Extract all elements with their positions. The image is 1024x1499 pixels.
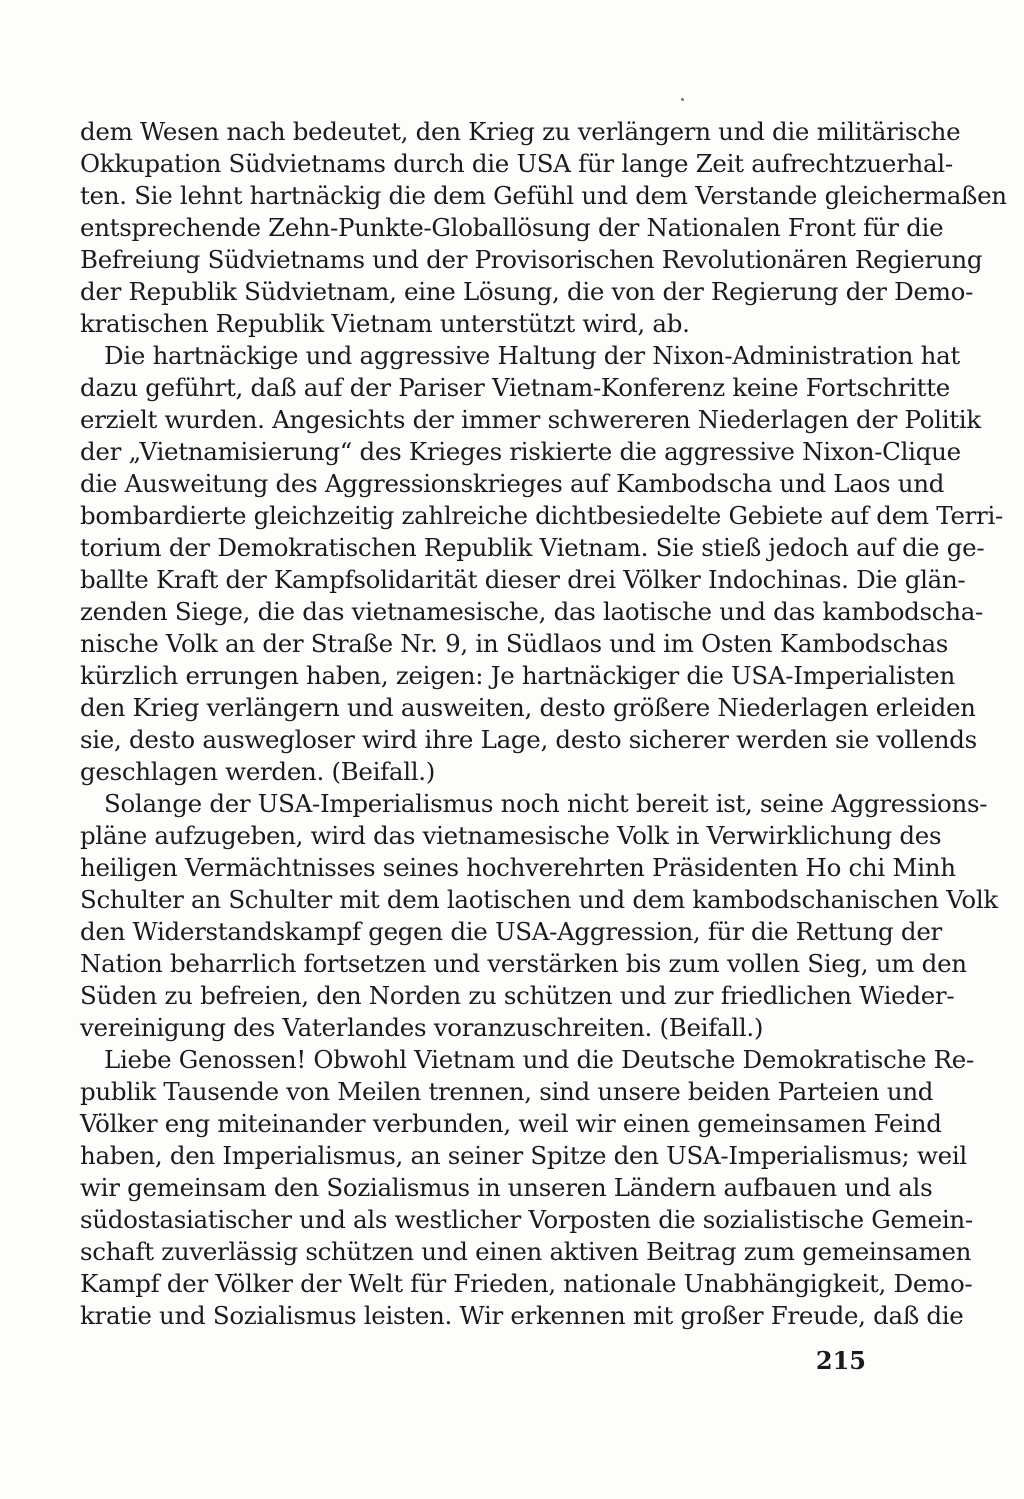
text-line: kratischen Republik Vietnam unterstützt wird, ab. [80, 309, 690, 338]
text-line: Kampf der Völker der Welt für Frieden, nationale Unabhängigkeit, Demo- [80, 1269, 973, 1298]
text-line: der Republik Südvietnam, eine Lösung, die von der Regierung der Demo- [80, 277, 974, 306]
text-line: den Widerstandskampf gegen die USA-Aggression, für die Rettung der [80, 917, 942, 946]
text-line: die Ausweitung des Aggressionskrieges auf Kambodscha und Laos und [80, 469, 945, 498]
text-line: erzielt wurden. Angesichts der immer schwereren Niederlagen der Politik [80, 405, 981, 434]
text-line: zenden Siege, die das vietnamesische, das laotische und das kambodscha- [80, 597, 983, 626]
text-line: wir gemeinsam den Sozialismus in unseren Ländern aufbauen und als [80, 1173, 933, 1202]
text-line: torium der Demokratischen Republik Vietnam. Sie stieß jedoch auf die ge- [80, 533, 985, 562]
text-line: südostasiatischer und als westlicher Vorposten die sozialistische Gemein- [80, 1205, 973, 1234]
text-line: Völker eng miteinander verbunden, weil wir einen gemeinsamen Feind [80, 1109, 942, 1138]
text-line: Solange der USA-Imperialismus noch nicht bereit ist, seine Aggressions- [104, 789, 988, 818]
text-line: Die hartnäckige und aggressive Haltung der Nixon-Administration hat [104, 341, 960, 370]
text-line: publik Tausende von Meilen trennen, sind unsere beiden Parteien und [80, 1077, 934, 1106]
text-line: Okkupation Südvietnams durch die USA für lange Zeit aufrechtzuerhal- [80, 149, 953, 178]
text-line: Befreiung Südvietnams und der Provisorischen Revolutionären Regierung [80, 245, 983, 274]
text-line: geschlagen werden. (Beifall.) [80, 757, 436, 786]
page-number: 215 [815, 1346, 866, 1375]
text-line: haben, den Imperialismus, an seiner Spitze den USA-Imperialismus; weil [80, 1141, 967, 1170]
text-line: heiligen Vermächtnisses seines hochverehrten Präsidenten Ho chi Minh [80, 853, 956, 882]
text-line: kürzlich errungen haben, zeigen: Je hartnäckiger die USA-Imperialisten [80, 661, 955, 690]
text-line: Süden zu befreien, den Norden zu schützen und zur friedlichen Wieder- [80, 981, 955, 1010]
text-line: der „Vietnamisierung“ des Krieges riskierte die aggressive Nixon-Clique [80, 437, 961, 466]
text-line: ten. Sie lehnt hartnäckig die dem Gefühl und dem Verstande gleichermaßen [80, 181, 1007, 210]
text-line: vereinigung des Vaterlandes voranzuschreiten. (Beifall.) [80, 1013, 764, 1042]
text-line: Liebe Genossen! Obwohl Vietnam und die Deutsche Demokratische Re- [104, 1045, 974, 1074]
text-line: kratie und Sozialismus leisten. Wir erkennen mit großer Freude, daß die [80, 1301, 964, 1330]
text-line: pläne aufzugeben, wird das vietnamesische Volk in Verwirklichung des [80, 821, 942, 850]
body-text [80, 116, 1007, 1332]
text-line: dazu geführt, daß auf der Pariser Vietnam-Konferenz keine Fortschritte [80, 373, 950, 402]
text-line: sie, desto auswegloser wird ihre Lage, desto sicherer werden sie vollends [80, 725, 977, 754]
text-line: entsprechende Zehn-Punkte-Globallösung der Nationalen Front für die [80, 213, 944, 242]
text-line: den Krieg verlängern und ausweiten, desto größere Niederlagen erleiden [80, 693, 976, 722]
text-line: bombardierte gleichzeitig zahlreiche dichtbesiedelte Gebiete auf dem Terri- [80, 501, 1003, 530]
text-line: ballte Kraft der Kampfsolidarität dieser drei Völker Indochinas. Die glän- [80, 565, 966, 594]
text-line: schaft zuverlässig schützen und einen aktiven Beitrag zum gemeinsamen [80, 1237, 972, 1266]
text-line: nische Volk an der Straße Nr. 9, in Südlaos und im Osten Kambodschas [80, 629, 949, 658]
scan-speck [681, 98, 684, 101]
text-line: Schulter an Schulter mit dem laotischen und dem kambodschanischen Volk [80, 885, 998, 914]
text-line: Nation beharrlich fortsetzen und verstärken bis zum vollen Sieg, um den [80, 949, 967, 978]
text-line: dem Wesen nach bedeutet, den Krieg zu verlängern und die militärische [80, 117, 961, 146]
